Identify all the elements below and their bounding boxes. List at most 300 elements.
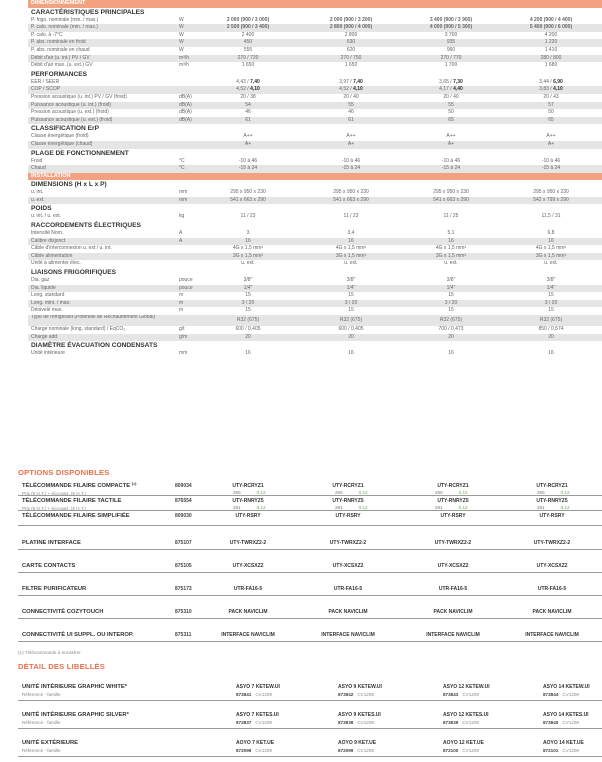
spec-value: 3G x 1,5 mm²	[232, 252, 264, 259]
label-name: UNITÉ INTÉRIEURE GRAPHIC SILVER*	[22, 712, 129, 718]
spec-value: -10 à 46	[441, 157, 461, 164]
spec-value: -10 à 46	[238, 157, 258, 164]
spec-label: Classe énergétique (froid)	[31, 133, 89, 140]
spec-value: 1 220	[544, 39, 558, 46]
option-name: CARTE CONTACTS	[22, 563, 76, 569]
spec-value: 3/8"	[346, 277, 356, 284]
label-reference	[338, 720, 374, 725]
spec-row	[28, 334, 602, 342]
option-code: 875105	[175, 563, 192, 569]
spec-value: 2 500 (900 / 3 400)	[226, 24, 270, 31]
option-price	[537, 490, 570, 495]
spec-label: Long. standard	[31, 292, 65, 299]
option-code: 875107	[175, 540, 192, 546]
spec-value: 5 400 (900 / 6 000)	[529, 24, 573, 31]
spec-unit: mm	[179, 196, 188, 203]
spec-value: 542 x 799 x 290	[533, 196, 569, 203]
labels-title: DÉTAIL DES LIBELLÉS	[18, 662, 106, 671]
spec-value: 50	[548, 109, 554, 116]
option-row	[18, 596, 602, 619]
spec-unit: g/t	[179, 326, 185, 332]
spec-label: Câble d'interconnexion u. ext / u. int.	[31, 245, 112, 252]
option-model: UTY-RNRYZ5	[332, 498, 364, 504]
spec-value: 4,52 / 4,10	[339, 86, 363, 93]
spec-unit: g/m	[179, 333, 188, 340]
section-heading	[28, 8, 602, 17]
spec-label: Puissance acoustique (u. int.) (froid)	[31, 101, 112, 108]
section-heading-label: LIAISONS FRIGORIFIQUES	[31, 269, 116, 277]
spec-value: 4 200 (900 / 4 400)	[529, 16, 573, 23]
label-family: CV1209	[562, 748, 579, 753]
spec-unit: °C	[179, 157, 185, 164]
spec-value: -15 à 24	[441, 165, 461, 172]
option-model: UTR-FA16-5	[233, 586, 263, 592]
spec-value: 4G x 1,5 mm²	[435, 245, 467, 252]
spec-row	[28, 350, 602, 358]
spec-label: Câble alimentation	[31, 252, 73, 259]
spec-value: 57	[548, 101, 554, 108]
spec-value: 295 x 950 x 230	[333, 189, 369, 196]
label-family: CV1209	[255, 720, 272, 725]
spec-value: 15	[548, 292, 554, 299]
option-model: PACK NAVICLIM	[532, 609, 572, 615]
option-model: UTY-RSRY	[235, 513, 261, 519]
spec-row	[28, 141, 602, 149]
label-reference	[543, 748, 579, 753]
spec-label: Classe énergétique (chaud)	[31, 140, 93, 147]
spec-value: 20	[548, 333, 554, 340]
spec-label: Débit d'air (u. int.) PV / GV	[31, 54, 90, 61]
spec-label: Charge nominale (long. standard) / EqCO₂	[31, 326, 126, 332]
option-code: 876554	[175, 498, 192, 504]
spec-value: 270 / 720	[237, 54, 259, 61]
spec-value: 3 700	[444, 31, 458, 38]
label-row	[18, 736, 602, 762]
spec-value: R32 (675)	[439, 317, 463, 323]
option-price-value: 255	[233, 490, 241, 495]
label-reference	[543, 692, 579, 697]
option-row	[18, 526, 602, 550]
options-table	[18, 481, 602, 642]
spec-value: 16	[448, 350, 454, 357]
option-price	[233, 505, 266, 510]
spec-value: 46	[245, 109, 251, 116]
label-model: ASYO 9 KETEW.UI	[338, 684, 382, 690]
option-row	[18, 481, 602, 496]
spec-label: u. int.	[31, 189, 44, 196]
spec-value: 3 / 20	[344, 299, 358, 306]
spec-unit: pouce	[179, 284, 193, 291]
spec-row	[28, 213, 602, 221]
spec-value: 61	[245, 116, 251, 123]
label-ref: 872099	[338, 748, 354, 753]
spec-value: 15	[348, 307, 354, 314]
spec-value: 16	[348, 237, 354, 244]
label-sub: Référence - famille	[22, 692, 61, 697]
option-model: UTY-RSRY	[539, 513, 565, 519]
spec-unit: m³/h	[179, 62, 189, 69]
option-ecopart-value: 0,12	[458, 490, 468, 495]
label-family: CV1209	[462, 692, 479, 697]
spec-label: P. calo. à -7°C	[31, 31, 63, 38]
label-family: CV1209	[562, 720, 579, 725]
spec-row	[28, 24, 602, 32]
spec-value: 3/8"	[446, 277, 456, 284]
option-price	[435, 505, 468, 510]
spec-unit: dB(A)	[179, 116, 192, 123]
spec-value: 15	[548, 307, 554, 314]
spec-row	[28, 109, 602, 117]
spec-row	[28, 39, 602, 47]
spec-unit: m	[179, 307, 184, 314]
spec-label: Dénivelé max.	[31, 307, 63, 314]
spec-unit: m	[179, 292, 184, 299]
spec-unit: dB(A)	[179, 101, 192, 108]
label-model: ASYO 14 KETES.UI	[543, 712, 589, 718]
spec-value: 1 680	[544, 62, 558, 69]
spec-value: 15	[448, 307, 454, 314]
spec-value: 1 650	[241, 62, 255, 69]
label-model: ASYO 7 KETES.UI	[236, 712, 279, 718]
option-ecopart-value: 0,12	[458, 505, 468, 510]
label-model: AOYO 14 KET.UE	[543, 740, 584, 746]
spec-row	[28, 326, 602, 334]
spec-value: 555	[243, 46, 253, 53]
label-family: CV1209	[357, 748, 374, 753]
spec-label: u. int. / u. ext.	[31, 213, 62, 220]
spec-value: -15 à 24	[238, 165, 258, 172]
label-ref: 873842	[338, 692, 354, 697]
spec-label: Dia. liquide	[31, 284, 56, 291]
spec-label: EER / SEER	[31, 78, 60, 85]
option-model: UTY-XCSXZ2	[332, 563, 364, 569]
spec-value: 4 000 (900 / 5 300)	[429, 24, 473, 31]
spec-row	[28, 300, 602, 308]
spec-value: 20	[448, 333, 454, 340]
spec-value: 20 / 38	[240, 93, 256, 100]
option-name: CONNECTIVITÉ UI SUPPL. OU INTEROP.	[22, 632, 134, 638]
spec-value: 2 000 (900 / 3 000)	[226, 16, 270, 23]
spec-label: COP / SCOP	[31, 86, 61, 93]
option-price	[435, 490, 468, 495]
spec-value: u. ext.	[344, 260, 358, 267]
spec-value: 3	[246, 230, 250, 237]
spec-value: A+	[547, 140, 555, 147]
section-band-label: INSTALLATION	[31, 172, 71, 179]
label-family: CV1209	[255, 692, 272, 697]
spec-value: 600 / 0,405	[235, 326, 261, 332]
spec-value: 3,65 / 7,30	[439, 78, 463, 85]
option-price-value: 281	[233, 505, 241, 510]
label-model: ASYO 14 KETEW.UI	[543, 684, 590, 690]
spec-value: 55	[448, 101, 454, 108]
spec-value: 16	[548, 237, 554, 244]
spec-value: 1/4"	[346, 284, 356, 291]
footnote: (1) Télécommande à encastrer	[18, 650, 81, 655]
option-model: UTY-RCRYZ1	[232, 483, 264, 489]
spec-value: R32 (675)	[339, 317, 363, 323]
option-model: UTY-RCRYZ1	[437, 483, 469, 489]
option-name: TÉLÉCOMMANDE FILAIRE COMPACTE ⁽¹⁾	[22, 483, 137, 489]
spec-value: 20 / 40	[443, 93, 459, 100]
option-price-value: 281	[537, 505, 545, 510]
label-reference	[236, 720, 272, 725]
section-heading-label: CLASSIFICATION ErP	[31, 125, 100, 133]
spec-value: 1/4"	[546, 284, 556, 291]
option-model: UTY-TWRXZ2-2	[329, 540, 367, 546]
spec-value: 4 200	[544, 31, 558, 38]
spec-unit: W	[179, 24, 184, 31]
option-price	[233, 490, 266, 495]
divider	[18, 728, 602, 729]
spec-unit: A	[179, 230, 183, 237]
spec-value: 20 / 43	[543, 93, 559, 100]
section-band-label: DIMENSIONNEMENT	[31, 0, 86, 6]
spec-row	[28, 292, 602, 300]
label-family: CV1209	[462, 748, 479, 753]
option-ecopart-value: 0,12	[256, 490, 266, 495]
option-price	[335, 490, 368, 495]
spec-value: 4G x 1,5 mm²	[335, 245, 367, 252]
spec-value: 5,1	[447, 230, 455, 237]
spec-label: Long. mini. / max.	[31, 299, 71, 306]
spec-value: 2 400	[241, 31, 255, 38]
option-price-value: 255	[335, 490, 343, 495]
label-family: CV1209	[255, 748, 272, 753]
spec-value: 3/8"	[546, 277, 556, 284]
label-name: UNITÉ EXTÉRIEURE	[22, 740, 79, 746]
spec-value: 46	[348, 109, 354, 116]
spec-value: -15 à 24	[341, 165, 361, 172]
label-ref: 872100	[443, 748, 459, 753]
section-heading-label: RACCORDEMENTS ÉLECTRIQUES	[31, 222, 141, 230]
spec-value: 4G x 1,5 mm²	[232, 245, 264, 252]
option-model: INTERFACE NAVICLIM	[426, 632, 480, 638]
spec-value: A+	[347, 140, 355, 147]
spec-label: Unité à alimenter élec.	[31, 260, 81, 267]
spec-row	[28, 260, 602, 268]
option-model: UTY-RNRYZ5	[437, 498, 469, 504]
spec-value: R32 (675)	[539, 317, 563, 323]
spec-value: 541 x 663 x 290	[433, 196, 469, 203]
spec-value: 3 / 20	[241, 299, 255, 306]
option-model: UTY-TWRXZ2-2	[434, 540, 472, 546]
spec-value: 61	[348, 116, 354, 123]
section-heading	[28, 124, 602, 133]
label-reference	[543, 720, 579, 725]
section-heading	[28, 149, 602, 158]
section-heading-label: CARACTÉRISTIQUES PRINCIPALES	[31, 8, 145, 16]
option-name: TÉLÉCOMMANDE FILAIRE TACTILE	[22, 498, 122, 504]
spec-value: 65	[448, 116, 454, 123]
spec-unit: °C	[179, 165, 185, 172]
spec-label: Puissance acoustique (u. ext.) (froid)	[31, 116, 113, 123]
spec-value: 3G x 1,5 mm²	[335, 252, 367, 259]
spec-row	[28, 253, 602, 261]
spec-value: 1 700	[444, 62, 458, 69]
section-band	[28, 0, 602, 8]
spec-value: 2 000 (900 / 3 200)	[329, 16, 373, 23]
divider	[18, 700, 602, 701]
option-model: UTY-RNRYZ5	[232, 498, 264, 504]
option-ecopart-value: 0,12	[560, 505, 570, 510]
spec-row	[28, 230, 602, 238]
spec-row	[28, 277, 602, 285]
option-model: UTY-TWRXZ2-2	[229, 540, 267, 546]
spec-value: 3 400 (900 / 3 900)	[429, 16, 473, 23]
spec-value: 15	[245, 307, 251, 314]
label-ref: 873837	[236, 720, 252, 725]
spec-label: P. frigo. nominale (min. / max.)	[31, 16, 99, 23]
spec-value: 65	[548, 116, 554, 123]
divider	[18, 756, 602, 757]
spec-value: A+	[244, 140, 252, 147]
section-heading-label: PLAGE DE FONCTIONNEMENT	[31, 149, 129, 157]
option-price-value: 281	[335, 505, 343, 510]
option-model: UTY-TWRXZ2-2	[533, 540, 571, 546]
spec-value: 50	[448, 109, 454, 116]
spec-value: 295 x 950 x 230	[230, 189, 266, 196]
spec-value: 1/4"	[243, 284, 253, 291]
spec-value: 3G x 1,5 mm²	[535, 252, 567, 259]
option-code: 875310	[175, 609, 192, 615]
option-model: UTY-XCSXZ2	[536, 563, 568, 569]
label-sub: Référence - famille	[22, 720, 61, 725]
option-model: UTR-FA16-5	[333, 586, 363, 592]
labels-table	[18, 680, 602, 762]
label-reference	[443, 720, 479, 725]
spec-unit: m³/h	[179, 54, 189, 61]
section-heading	[28, 204, 602, 213]
option-row	[18, 511, 602, 526]
spec-value: 600 / 0,405	[338, 326, 364, 332]
spec-label: Unité intérieure	[31, 350, 65, 357]
spec-value: A++	[446, 133, 456, 140]
spec-value: 3,83 / 4,10	[539, 86, 563, 93]
option-row	[18, 619, 602, 642]
label-reference	[338, 748, 374, 753]
spec-value: 16	[245, 350, 251, 357]
spec-row	[28, 62, 602, 70]
option-model: INTERFACE NAVICLIM	[525, 632, 579, 638]
option-code: 875311	[175, 632, 192, 638]
spec-value: 16	[548, 350, 554, 357]
option-model: UTY-XCSXZ2	[232, 563, 264, 569]
spec-label: Chaud	[31, 165, 46, 172]
spec-unit: mm	[179, 189, 188, 196]
spec-row	[28, 86, 602, 94]
option-row	[18, 550, 602, 573]
label-reference	[338, 692, 374, 697]
spec-value: 16	[348, 350, 354, 357]
spec-value: A++	[243, 133, 253, 140]
spec-row	[28, 17, 602, 25]
label-ref: 872101	[543, 748, 559, 753]
spec-label: Dia. gaz	[31, 277, 50, 284]
spec-label: P. abs. nominale en chaud	[31, 46, 90, 53]
spec-value: 620	[346, 46, 356, 53]
spec-value: 4,43 / 7,40	[236, 78, 260, 85]
spec-unit: W	[179, 46, 184, 53]
label-reference	[236, 748, 272, 753]
label-reference	[236, 692, 272, 697]
option-model: UTR-FA16-5	[537, 586, 567, 592]
option-price	[335, 505, 368, 510]
option-code: 875173	[175, 586, 192, 592]
spec-row	[28, 55, 602, 63]
spec-value: -10 à 46	[341, 157, 361, 164]
option-model: UTY-RCRYZ1	[332, 483, 364, 489]
label-model: AOYO 9 KET.UE	[338, 740, 377, 746]
spec-value: 20 / 40	[343, 93, 359, 100]
label-ref: 873844	[543, 692, 559, 697]
option-model: UTR-FA16-5	[438, 586, 468, 592]
spec-label: u. ext.	[31, 196, 45, 203]
spec-value: 3G x 1,5 mm²	[435, 252, 467, 259]
spec-value: 6,8	[547, 230, 555, 237]
label-model: ASYO 9 KETES.UI	[338, 712, 381, 718]
spec-value: 4G x 1,5 mm²	[535, 245, 567, 252]
spec-value: 700 / 0,473	[438, 326, 464, 332]
spec-row	[28, 117, 602, 125]
spec-value: 11 / 23	[240, 213, 256, 220]
spec-value: 15	[348, 292, 354, 299]
label-ref: 873838	[338, 720, 354, 725]
spec-value: 20	[245, 333, 251, 340]
spec-row	[28, 32, 602, 40]
option-model: UTY-RSRY	[335, 513, 361, 519]
spec-value: 15	[448, 292, 454, 299]
section-heading	[28, 221, 602, 230]
option-model: PACK NAVICLIM	[433, 609, 473, 615]
spec-row	[28, 238, 602, 246]
spec-value: -10 à 46	[541, 157, 561, 164]
spec-value: 935	[446, 39, 456, 46]
option-model: PACK NAVICLIM	[228, 609, 268, 615]
section-heading-label: DIAMÈTRE ÉVACUATION CONDENSATS	[31, 342, 158, 350]
spec-value: 630	[346, 39, 356, 46]
section-heading	[28, 70, 602, 79]
spec-row	[28, 285, 602, 293]
spec-label: Pression acoustique (u. int.) PV / GV (froid)	[31, 93, 127, 100]
label-name: UNITÉ INTÉRIEURE GRAPHIC WHITE*	[22, 684, 127, 690]
spec-value: 20	[348, 333, 354, 340]
spec-row	[28, 79, 602, 87]
spec-unit: pouce	[179, 277, 193, 284]
spec-value: 1/4"	[446, 284, 456, 291]
section-heading-label: DIMENSIONS (H x L x P)	[31, 181, 107, 189]
spec-value: 1 650	[344, 62, 358, 69]
spec-value: 1 410	[544, 46, 558, 53]
spec-row	[28, 245, 602, 253]
label-family: CV1209	[357, 720, 374, 725]
spec-value: 11,5 / 31	[541, 213, 561, 220]
label-reference	[443, 748, 479, 753]
label-family: CV1209	[562, 692, 579, 697]
spec-value: 270 / 770	[440, 54, 462, 61]
spec-row	[28, 189, 602, 197]
spec-label: Charge add.	[31, 333, 59, 340]
spec-row	[28, 197, 602, 205]
spec-value: 4,52 / 4,10	[236, 86, 260, 93]
spec-row	[28, 158, 602, 166]
label-model: AOYO 12 KET.UE	[443, 740, 484, 746]
option-model: INTERFACE NAVICLIM	[321, 632, 375, 638]
option-ecopart-value: 0,12	[256, 505, 266, 510]
option-name: FILTRE PURIFICATEUR	[22, 586, 87, 592]
option-code: 809034	[175, 483, 192, 489]
spec-value: 280 / 800	[540, 54, 562, 61]
